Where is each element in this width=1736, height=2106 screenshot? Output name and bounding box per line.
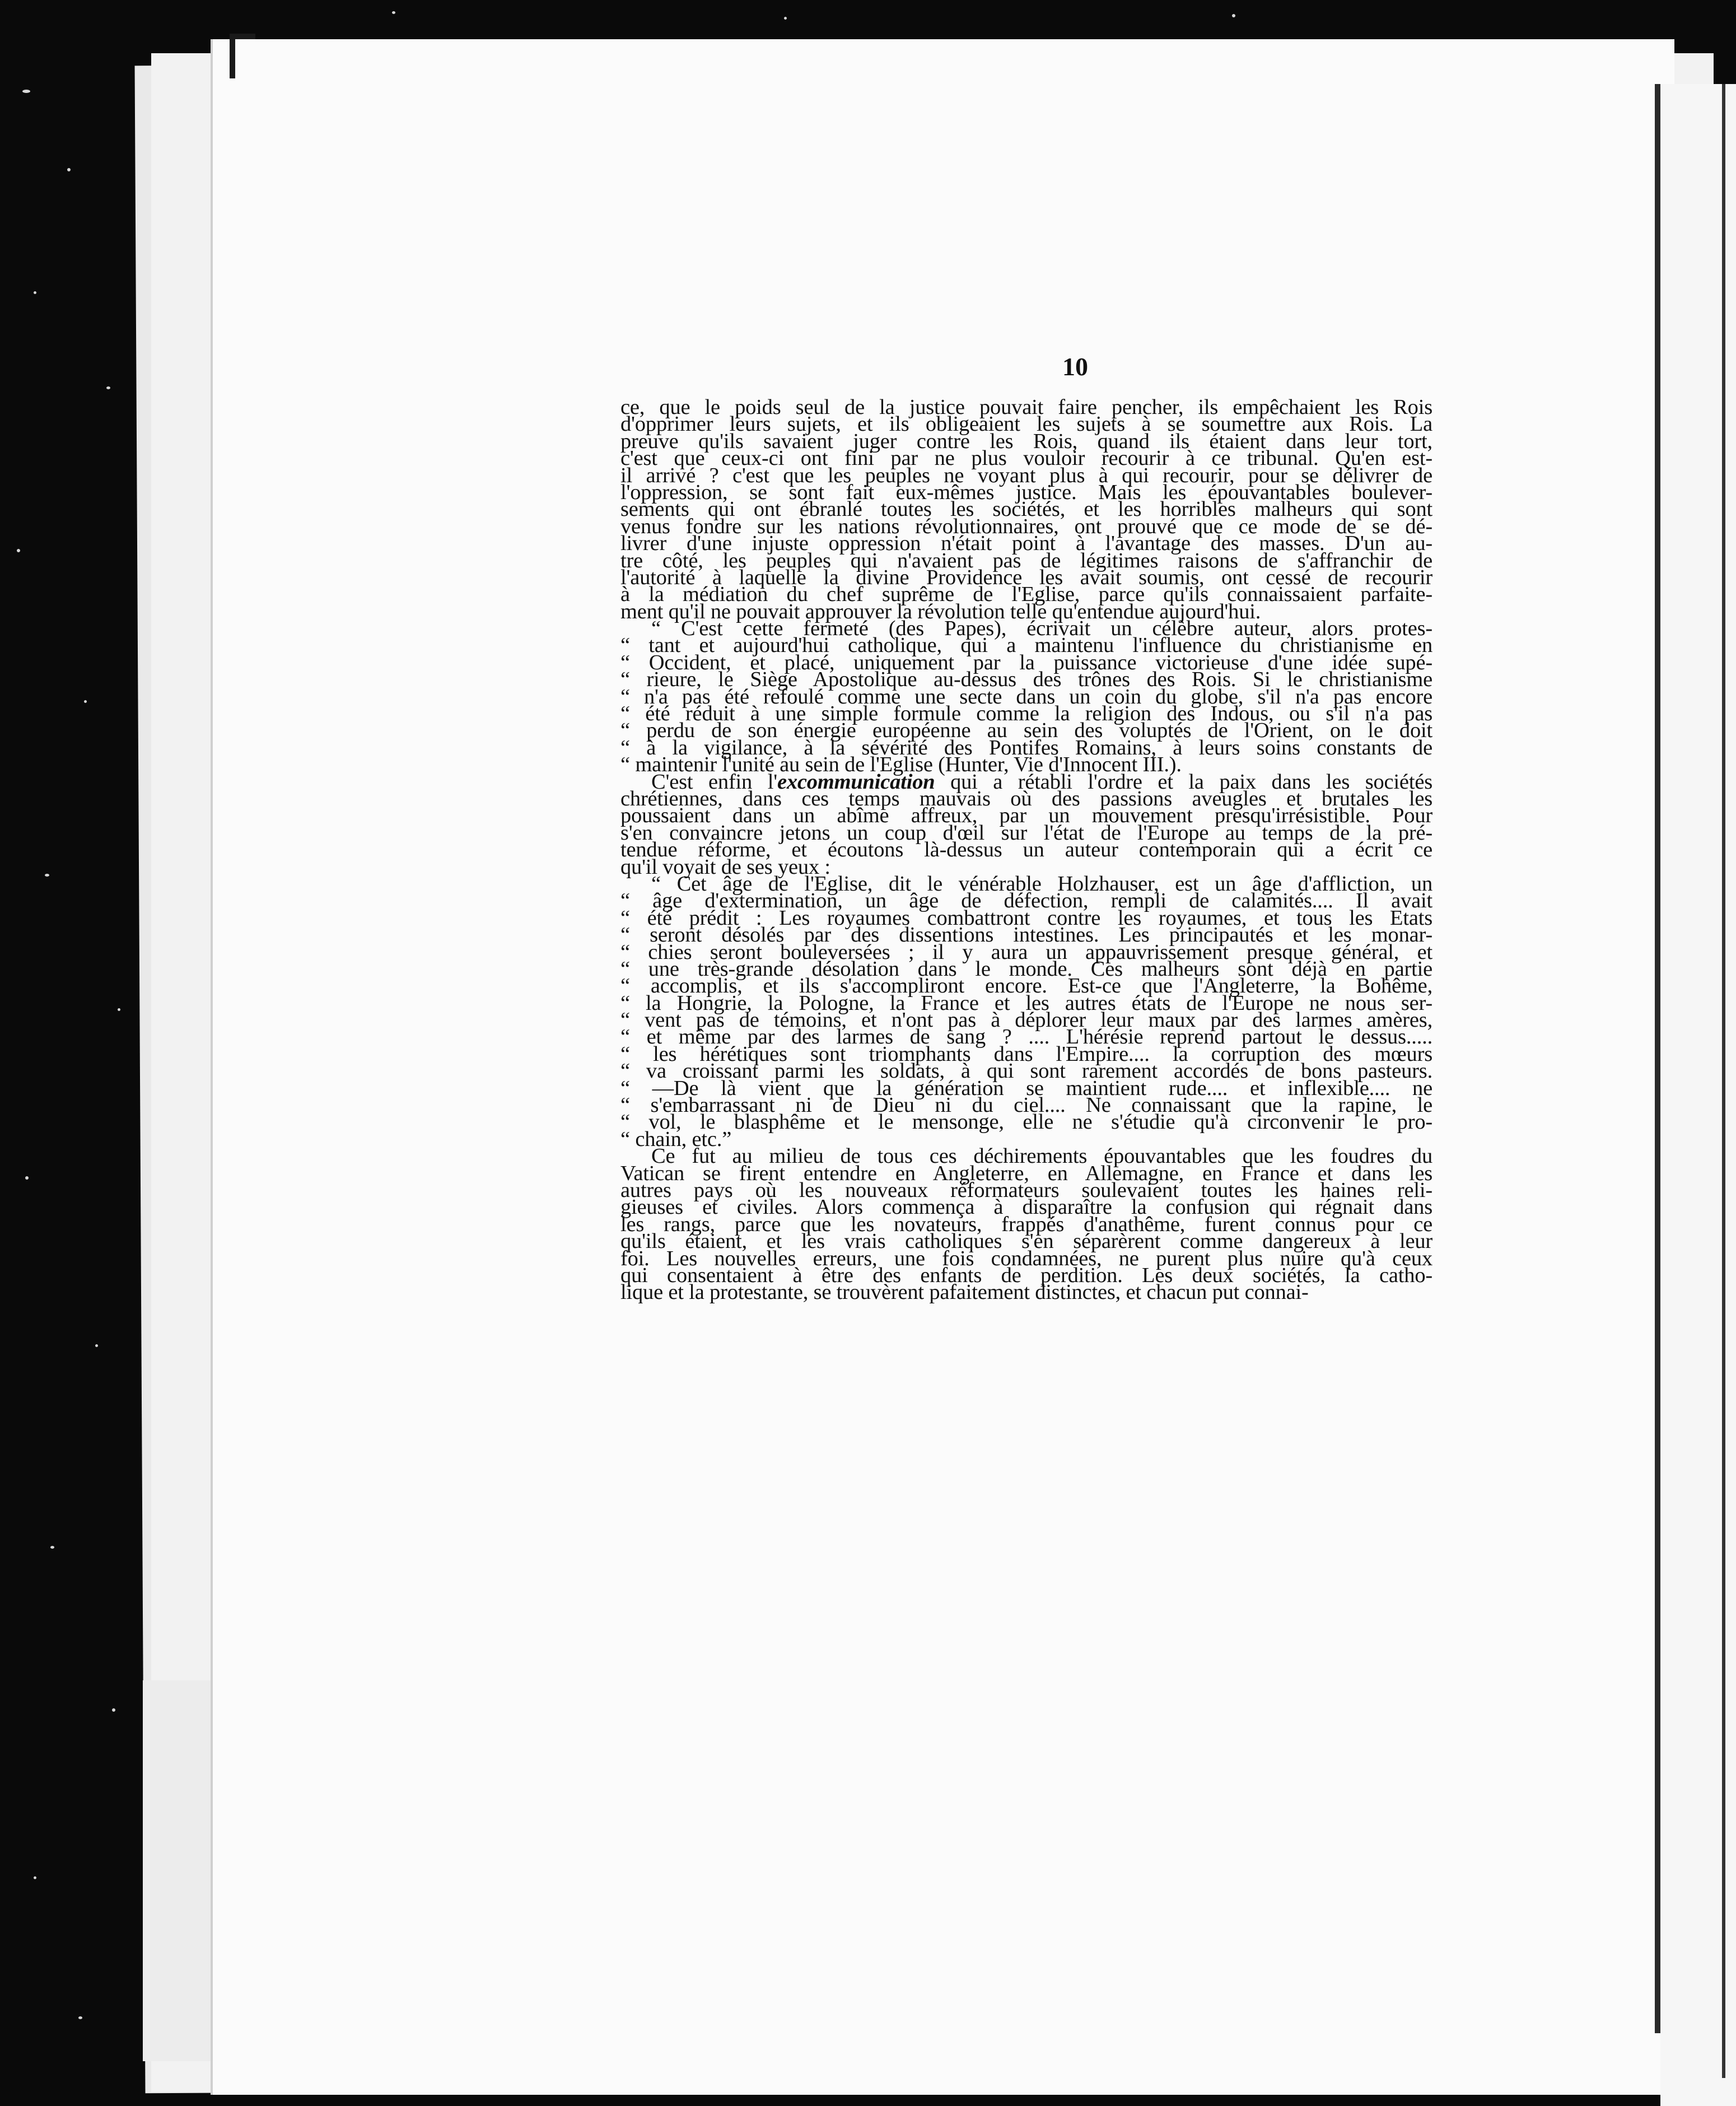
- text-line: à la médiation du chef suprême de l'Eglise, parce qu'ils connaissaient parfaite-: [620, 583, 1432, 607]
- text-line: “ —De là vient que la génération se maintient rude.... et inflexible.... ne: [620, 1076, 1432, 1100]
- text-line: “ Occident, et placé, uniquement par la puissance victorieuse d'une idée supé-: [620, 650, 1432, 674]
- text-line: “ vol, le blasphême et le mensonge, elle ne s'étudie qu'à circonvenir le pro-: [620, 1110, 1432, 1134]
- text-line: “ seront désolés par des dissentions intestines. Les principautés et les monar-: [620, 923, 1432, 947]
- text-line: qu'ils étaient, et les vrais catholiques s'en séparèrent comme dangereux à leur: [620, 1229, 1432, 1254]
- text-line: l'autorité à laquelle la divine Providence les avait soumis, ont cessé de recourir: [620, 565, 1432, 589]
- text-line: lique et la protestante, se trouvèrent pafaitement distinctes, et chacun put connai-: [620, 1280, 1309, 1304]
- text-line: gieuses et civiles. Alors commença à disparaître la confusion qui régnait dans: [620, 1195, 1432, 1219]
- text-line: “ été réduit à une simple formule comme la religion des Indous, ou s'il n'a pas: [620, 702, 1432, 726]
- text-line: Vatican se firent entendre en Angleterre, en Allemagne, en France et dans les: [620, 1161, 1432, 1185]
- text-line: livrer d'une injuste oppression n'était point à l'avantage des masses. D'un au-: [620, 532, 1432, 556]
- text-line: “ perdu de son énergie européenne au sein des voluptés de l'Orient, on le doit: [620, 719, 1432, 743]
- text-line: venus fondre sur les nations révolutionnaires, ont prouvé que ce mode de se dé-: [620, 514, 1432, 538]
- text-line: “ été prédit : Les royaumes combattront contre les royaumes, et tous les Etats: [620, 906, 1432, 930]
- text-line: poussaient dans un abîme affreux, par un mouvement presqu'irrésistible. Pour: [620, 804, 1432, 828]
- text-line: “ une très-grande désolation dans le monde. Ces malheurs sont déjà en partie: [620, 957, 1432, 981]
- page-number: 10: [1062, 352, 1088, 381]
- text-line: preuve qu'ils savaient juger contre les Rois, quand ils étaient dans leur tort,: [620, 429, 1432, 453]
- text-line: “ âge d'extermination, un âge de défection, rempli de calamités.... Il avait: [620, 889, 1432, 913]
- text-line: s'en convaincre jetons un coup d'œil sur l'état de l'Europe au temps de la pré-: [620, 821, 1432, 845]
- text-line: “ chain, etc.”: [620, 1127, 732, 1151]
- text-line: C'est enfin l'excommunication qui a rétabli l'ordre et la paix dans les sociétés: [651, 770, 1432, 794]
- text-line: “ Cet âge de l'Eglise, dit le vénérable Holzhauser, est un âge d'affliction, un: [651, 872, 1432, 896]
- text-line: “ à la vigilance, à la sévérité des Pontifes Romains, à leurs soins constants de: [620, 735, 1432, 760]
- text-line: “ la Hongrie, la Pologne, la France et les autres états de l'Europe ne nous ser-: [620, 991, 1432, 1015]
- body-text: [620, 395, 1432, 1304]
- text-line: d'opprimer leurs sujets, et ils obligeaient les sujets à se soumettre aux Rois. La: [620, 412, 1432, 436]
- text-line: “ va croissant parmi les soldats, à qui sont rarement accordés de bons pasteurs.: [620, 1059, 1432, 1083]
- text-line: Ce fut au milieu de tous ces déchirements épouvantables que les foudres du: [651, 1144, 1432, 1168]
- text-line: “ chies seront bouleversées ; il y aura un appauvrissement presque général, et: [620, 940, 1432, 964]
- text-line: c'est que ceux-ci ont fini par ne plus vouloir recourir à ce tribunal. Qu'en est-: [620, 446, 1432, 470]
- text-line: “ tant et aujourd'hui catholique, qui a maintenu l'influence du christianisme en: [620, 633, 1432, 658]
- adjacent-page-edge: [1722, 84, 1725, 2078]
- text-line: chrétiennes, dans ces temps mauvais où des passions aveugles et brutales les: [620, 786, 1432, 810]
- text-line: il arrivé ? c'est que les peuples ne voyant plus à qui recourir, pour se délivrer de: [620, 463, 1432, 487]
- text-line: les rangs, parce que les novateurs, frappés d'anathême, furent connus pour ce: [620, 1212, 1432, 1236]
- text-line: tendue réforme, et écoutons là-dessus un auteur contemporain qui a écrit ce: [620, 838, 1432, 862]
- text-line: “ s'embarrassant ni de Dieu ni du ciel.... Ne connaissant que la rapine, le: [620, 1093, 1432, 1117]
- text-line: tre côté, les peuples qui n'avaient pas de légitimes raisons de s'affranchir de: [620, 548, 1432, 572]
- corner-mark: [230, 34, 255, 78]
- text-line: qu'il voyait de ses yeux :: [620, 855, 830, 879]
- text-line: “ n'a pas été refoulé comme une secte dans un coin du globe, s'il n'a pas encore: [620, 684, 1432, 709]
- text-line: “ accomplis, et ils s'accompliront encore. Est-ce que l'Angleterre, la Bohême,: [620, 974, 1432, 998]
- text-line: “ C'est cette fermeté (des Papes), écrivait un célèbre auteur, alors protes-: [651, 617, 1432, 641]
- text-line: autres pays où les nouveaux réformateurs soulevaient toutes les haines reli-: [620, 1178, 1432, 1202]
- text-line: ce, que le poids seul de la justice pouvait faire pencher, ils empêchaient les Rois: [620, 395, 1432, 419]
- text-line: “ les hérétiques sont triomphants dans l'Empire.... la corruption des mœurs: [620, 1042, 1432, 1066]
- emphasis-word: excommunication: [777, 770, 935, 794]
- text-line: “ et même par des larmes de sang ? .... L'hérésie reprend partout le dessus.....: [620, 1025, 1432, 1049]
- text-line: “ maintenir l'unité au sein de l'Eglise (Hunter, Vie d'Innocent III.).: [620, 753, 1182, 777]
- text-line: “ rieure, le Siège Apostolique au-dessus des trônes des Rois. Si le christianisme: [620, 668, 1432, 692]
- text-line: sements qui ont ébranlé toutes les sociétés, et les horribles malheurs qui sont: [620, 497, 1432, 521]
- text-line: “ vent pas de témoins, et n'ont pas à déplorer leur maux par des larmes amères,: [620, 1008, 1432, 1032]
- page-gutter-line: [1655, 84, 1660, 2033]
- text-line: foi. Les nouvelles erreurs, une fois condamnées, ne purent plus nuire qu'à ceux: [620, 1246, 1432, 1270]
- text-line: ment qu'il ne pouvait approuver la révolution telle qu'entendue aujourd'hui.: [620, 599, 1261, 623]
- text-line: l'oppression, se sont fait eux-mêmes justice. Mais les épouvantables boulever-: [620, 480, 1432, 504]
- text-line: qui consentaient à être des enfants de perdition. Les deux sociétés, la catho-: [620, 1263, 1432, 1287]
